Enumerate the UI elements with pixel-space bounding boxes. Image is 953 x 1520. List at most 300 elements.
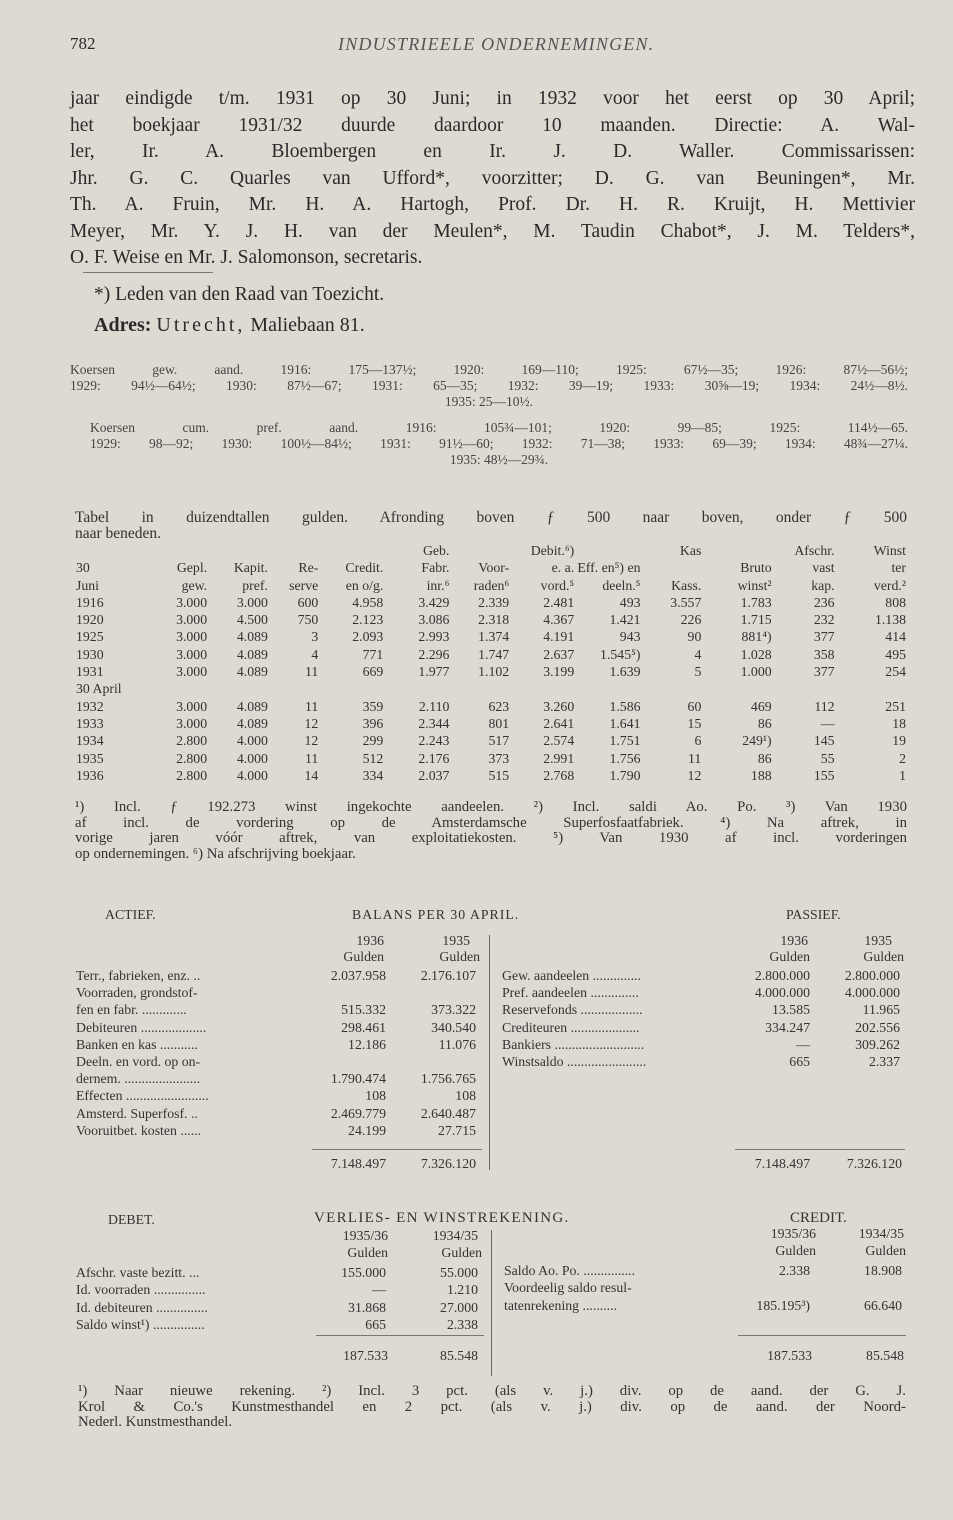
table-cell: 1.639	[609, 664, 641, 680]
balans-actief-row-value: 340.540	[431, 1019, 476, 1035]
table-cell: 623	[488, 698, 510, 714]
table-cell: 11	[305, 664, 319, 680]
vw-year: 1935/36	[342, 1228, 388, 1243]
table-cell: kap.	[811, 577, 835, 593]
intro-footnote: *) Leden van den Raad van Toezicht.	[94, 284, 385, 305]
table-cell	[318, 680, 383, 697]
table-cell: 358	[813, 646, 835, 662]
table-cell: 4.000	[236, 733, 268, 749]
balans-passief-row-value: 202.556	[855, 1019, 900, 1035]
table-cell: 1.715	[740, 612, 772, 628]
table-cell: raden⁶	[473, 577, 510, 593]
table-cell	[449, 680, 509, 697]
balans-passief-year: 1935	[864, 933, 892, 948]
tabel-kerncijfers	[76, 542, 906, 784]
vw-debet-row-label: Saldo winst¹) ...............	[76, 1316, 205, 1332]
table-cell: 1936	[76, 767, 104, 783]
table-cell: 2.637	[543, 646, 575, 662]
address-street: Maliebaan 81.	[250, 314, 365, 336]
table-cell: 2.339	[478, 594, 510, 610]
table-cell: 334	[362, 767, 384, 783]
table-cell: 1932	[76, 698, 104, 714]
table-cell: 15	[687, 715, 702, 731]
vw-unit: Gulden	[347, 1245, 388, 1260]
table-cell: 495	[885, 646, 906, 662]
table-header-row	[76, 559, 906, 576]
table-cell: 145	[813, 733, 835, 749]
table-cell	[207, 680, 268, 697]
table-cell: 3.199	[543, 664, 575, 680]
table-cell: 86	[757, 750, 772, 766]
table-cell: 12	[687, 767, 702, 783]
table-cell: Bruto	[740, 560, 772, 576]
vw-title: VERLIES- EN WINSTREKENING.	[314, 1210, 570, 1226]
address-line	[94, 312, 694, 339]
table-cell: 19	[892, 733, 906, 749]
table-cell	[76, 542, 141, 559]
intro-line: Th. A. Fruin, Mr. H. A. Hartogh, Prof. Dr. H. R. Kruijt, H. Mettivier	[70, 194, 915, 215]
balans-actief-row-label: dernem. ......................	[76, 1071, 201, 1087]
table-cell: verd.²	[873, 577, 906, 593]
balans-actief-row-value: 27.715	[438, 1122, 476, 1138]
table-cell: 5	[694, 664, 702, 680]
table-cell	[383, 680, 449, 697]
table-cell: 512	[362, 750, 384, 766]
vw-debet-row-label: Id. voorraden ...............	[76, 1282, 206, 1298]
vw-debet-row-value: 27.000	[440, 1299, 478, 1315]
table-cell: 4.500	[236, 612, 268, 628]
table-cell: 2.344	[418, 715, 450, 731]
table-header-row	[76, 542, 906, 559]
balans-passief-row-value: 4.000.000	[844, 985, 900, 1001]
table-cell: 2.243	[418, 733, 450, 749]
table-cell: 1930	[76, 646, 104, 662]
table-cell: Voor-	[478, 560, 510, 576]
balans-title: BALANS PER 30 APRIL.	[352, 907, 520, 922]
table-cell: 377	[813, 629, 835, 645]
table-cell: 1.751	[609, 733, 641, 749]
balans-unit: Gulden	[343, 949, 384, 964]
balans-actief-total: 7.148.497	[330, 1156, 386, 1171]
table-cell: 359	[362, 698, 384, 714]
table-cell: 4.089	[236, 715, 268, 731]
balans-actief-row-value: 11.076	[438, 1036, 476, 1052]
vw-debet-total: 85.548	[440, 1348, 478, 1363]
table-cell: 55	[820, 750, 835, 766]
table-cell	[141, 680, 207, 697]
intro-line: jaar eindigde t/m. 1931 op 30 Juni; in 1932 voor het eerst op 30 April;	[70, 88, 915, 109]
table-cell: Fabr.	[421, 560, 450, 576]
vw-credit-row-value: 185.195³)	[756, 1297, 810, 1313]
table-cell: Eff. en⁵) en	[577, 560, 641, 576]
table-cell: 1933	[76, 715, 104, 731]
table-cell: Debit.⁶)	[530, 543, 575, 558]
vw-debet-row-label: Id. debiteuren ...............	[76, 1299, 208, 1315]
tabel-noten: ¹) Incl. ƒ 192.273 winst ingekochte aandeelen. ²) Incl. saldi Ao. Po. ³) Van 1930 af incl. de vordering op de Amsterdamsche Superfosfaatfabriek. ⁴) Na aftrek, in vorige jaren vóór aftrek, van exploitatiekosten. ⁵) Van 1930 af incl. vorderingen op ondernemingen. ⁶) Na afschrijving boekjaar.	[75, 799, 907, 862]
table-cell: 3.000	[176, 715, 208, 731]
table-cell: 3	[311, 629, 319, 645]
balans-passief-row-label: Reservefonds ..................	[502, 1002, 643, 1018]
table-cell	[701, 680, 771, 697]
table-cell: 3.000	[176, 612, 208, 628]
balans-actief-row-value: 108	[455, 1088, 476, 1104]
table-cell: 1.790	[609, 767, 641, 783]
table-cell: 4.367	[543, 612, 575, 628]
vw-debet-row-value: 155.000	[341, 1265, 386, 1280]
balans-passief-row-value: 11.965	[862, 1002, 900, 1018]
table-cell: 1.102	[478, 664, 510, 680]
table-cell: 226	[680, 612, 702, 628]
balans-actief-row-value: 373.322	[431, 1002, 476, 1018]
table-cell: 112	[814, 698, 835, 714]
table-cell: 1.783	[740, 594, 772, 610]
table-cell	[141, 542, 207, 559]
table-cell: 3.557	[670, 594, 702, 610]
table-cell: 249¹)	[742, 733, 772, 749]
table-cell: 600	[297, 594, 319, 610]
table-cell: 1934	[76, 733, 104, 749]
table-cell: Juni	[76, 577, 99, 593]
table-cell: Kapit.	[233, 560, 268, 576]
table-row	[76, 680, 906, 697]
balans-actief-row-value: 1.790.474	[330, 1071, 386, 1087]
table-cell	[772, 680, 835, 697]
vw-debet-row-value: 665	[365, 1316, 386, 1332]
table-cell: 3.000	[176, 646, 208, 662]
intro-line: ler, Ir. A. Bloembergen en Ir. J. D. Waller. Commissarissen:	[70, 141, 915, 162]
table-cell: 4.000	[236, 750, 268, 766]
tabel-intro: Tabel in duizendtallen gulden. Afronding boven ƒ 500 naar boven, onder ƒ 500 naar beneden.	[75, 509, 907, 542]
table-cell: 1.977	[418, 664, 450, 680]
balans-actief-row-value: 2.469.779	[330, 1105, 386, 1121]
balans-actief-row-value: 1.756.765	[420, 1071, 476, 1087]
koersen-gewoon: Koersen gew. aand. 1916: 175—137½; 1920: 169—110; 1925: 67½—35; 1926: 87½—56½; 1929: 94½—64½; 1930: 87½—67; 1931: 65—35; 1932: 39—19; 1933: 30⅝—19; 1934: 24½—8½. 1935: 25—10½.	[70, 362, 908, 409]
vw-credit-row-label: Saldo Ao. Po. ...............	[504, 1263, 636, 1278]
table-cell: 2.481	[543, 594, 575, 610]
table-cell: inr.⁶	[426, 577, 450, 593]
table-cell: Kass.	[671, 577, 702, 593]
table-cell: 2.037	[418, 767, 450, 783]
balans-actief-row-label: Terr., fabrieken, enz. ..	[76, 968, 201, 983]
table-cell: vast	[812, 560, 835, 576]
table-cell: 2	[899, 750, 906, 766]
table-cell: 493	[619, 594, 641, 610]
table-cell: deeln.⁵	[602, 577, 641, 593]
table-cell: 2.993	[418, 629, 450, 645]
balans-actief-row-label: Vooruitbet. kosten ......	[76, 1122, 202, 1138]
vw-debet-total-rule	[316, 1335, 484, 1336]
vw-unit: Gulden	[775, 1243, 816, 1258]
table-cell	[318, 542, 383, 559]
vw-unit: Gulden	[441, 1245, 482, 1260]
table-cell: 3.086	[418, 612, 450, 628]
balans-actief-row-value: 24.199	[348, 1122, 386, 1138]
vw-year: 1935/36	[770, 1226, 816, 1241]
vw-credit-title: CREDIT.	[790, 1210, 847, 1226]
table-cell: 808	[885, 594, 906, 610]
vw-divider	[491, 1230, 492, 1376]
balans-passief-row-value: —	[796, 1036, 810, 1052]
table-cell: 2.296	[418, 646, 450, 662]
table-cell: 1.138	[874, 612, 906, 628]
vw-noten: ¹) Naar nieuwe rekening. ²) Incl. 3 pct. (als v. j.) div. op de aand. der G. J. Krol & Co.'s Kunstmesthandel en 2 pct. (als v. j.) div. op de aand. der Noord- Nederl. Kunstmesthandel.	[78, 1383, 906, 1430]
table-cell: 12	[304, 715, 319, 731]
balans-actief-row-value: 298.461	[341, 1019, 386, 1035]
table-cell: 3.260	[543, 698, 575, 714]
table-cell: 4.000	[236, 767, 268, 783]
balans-actief-row-label: Amsterd. Superfosf. ..	[76, 1105, 198, 1121]
balans-passief-row-value: 2.800.000	[844, 968, 900, 983]
table-cell: 18	[892, 715, 906, 731]
table-cell: Re-	[298, 560, 319, 576]
table-cell: 2.800	[176, 767, 208, 783]
table-cell: 1	[899, 767, 906, 783]
table-cell: winst²	[737, 577, 772, 593]
balans-unit: Gulden	[769, 949, 810, 964]
table-cell: 469	[750, 698, 772, 714]
table-cell: 14	[304, 767, 319, 783]
table-cell: 515	[488, 767, 510, 783]
table-cell: 2.176	[418, 750, 450, 766]
table-cell	[268, 680, 318, 697]
table-cell: 517	[488, 733, 510, 749]
balans-passief-row-value: 13.585	[772, 1002, 810, 1018]
running-title: INDUSTRIEELE ONDERNEMINGEN.	[338, 34, 655, 54]
table-cell: 801	[488, 715, 510, 731]
table-cell: 3.000	[176, 629, 208, 645]
balans-actief-row-value: 2.037.958	[330, 968, 386, 983]
vw-year: 1934/35	[858, 1226, 904, 1241]
table-cell: 414	[885, 629, 906, 645]
koersen-pref: Koersen cum. pref. aand. 1916: 105¾—101; 1920: 99—85; 1925: 114½—65. 1929: 98—92; 1930: 100½—84½; 1931: 91½—60; 1932: 71—38; 1933: 69—39; 1934: 48¾—27¼. 1935: 48½—29¾.	[90, 420, 908, 467]
table-row	[76, 628, 906, 645]
table-cell: 750	[297, 612, 319, 628]
table-cell: 1920	[76, 612, 104, 628]
table-cell	[574, 680, 640, 697]
balans-passief-total: 7.326.120	[846, 1156, 902, 1171]
table-row	[76, 750, 906, 767]
table-cell: 2.574	[543, 733, 575, 749]
balans-actief-row-label: Debiteuren ...................	[76, 1019, 207, 1035]
table-cell	[268, 542, 318, 559]
table-cell: 669	[362, 664, 384, 680]
balans-divider	[489, 935, 490, 1170]
table-cell	[641, 680, 702, 697]
table-cell: 771	[362, 646, 384, 662]
table-cell: 254	[885, 664, 906, 680]
balans-actief-year: 1935	[442, 933, 470, 948]
table-cell: 1.586	[609, 698, 641, 714]
table-cell: Kas	[679, 543, 702, 558]
table-cell: 4.191	[543, 629, 575, 645]
vw-credit-row-value: 66.640	[864, 1297, 902, 1313]
table-cell: 6	[694, 733, 702, 749]
table-cell	[641, 559, 702, 576]
vw-credit-row-value: 2.338	[778, 1263, 810, 1278]
table-row	[76, 715, 906, 732]
balans-actief-year: 1936	[356, 933, 384, 948]
vw-credit-row-value: 18.908	[864, 1263, 902, 1278]
table-cell: 2.800	[176, 750, 208, 766]
table-cell: Winst	[873, 543, 906, 558]
table-cell: 2.991	[543, 750, 575, 766]
footnote-divider	[83, 272, 213, 273]
vw-credit-row-label: Voordeelig saldo resul-	[504, 1280, 632, 1296]
vw-debet-row-value: —	[372, 1282, 386, 1298]
balans-passief-row-value: 334.247	[765, 1019, 810, 1035]
balans-actief-row-value: 2.176.107	[420, 968, 476, 983]
vw-debet-title: DEBET.	[108, 1212, 155, 1227]
balans-passief-row-value: 665	[789, 1054, 810, 1069]
table-cell	[509, 680, 574, 697]
table-cell: 86	[757, 715, 772, 731]
table-cell: 3.000	[176, 698, 208, 714]
table-cell: 1.000	[740, 664, 772, 680]
table-cell: 4.089	[236, 664, 268, 680]
balans-actief-row-label: Effecten ........................	[76, 1088, 209, 1104]
table-cell: 373	[488, 750, 510, 766]
table-cell: en o/g.	[345, 577, 384, 593]
table-cell: 155	[813, 767, 835, 783]
balans-actief-row-label: Voorraden, grondstof-	[76, 985, 198, 1001]
balans-actief-row-label: Banken en kas ...........	[76, 1036, 198, 1052]
table-cell: 4.958	[352, 594, 384, 610]
table-cell: 12	[304, 733, 319, 749]
table-cell: Credit.	[345, 560, 384, 576]
table-cell	[701, 542, 771, 559]
balans-unit: Gulden	[439, 949, 480, 964]
balans-actief-total-rule	[312, 1149, 482, 1150]
vw-year: 1934/35	[432, 1228, 478, 1243]
balans-passief-row-value: 4.000.000	[754, 985, 810, 1001]
balans-actief-row-value: 2.640.487	[420, 1105, 476, 1121]
balans-unit: Gulden	[863, 949, 904, 964]
table-cell: e. a.	[551, 560, 575, 576]
balans-passief-row-label: Gew. aandeelen ..............	[502, 968, 641, 983]
table-cell: 2.641	[543, 715, 575, 731]
table-row	[76, 732, 906, 749]
table-cell: 4.089	[236, 698, 268, 714]
table-cell: Afschr.	[794, 543, 835, 558]
address-label: Adres:	[94, 314, 152, 336]
table-row	[76, 594, 906, 611]
table-cell: 881⁴)	[741, 629, 772, 645]
table-cell: 4.089	[236, 646, 268, 662]
intro-line: Meyer, Mr. Y. J. H. van der Meulen*, M. Taudin Chabot*, J. M. Telders*,	[70, 220, 915, 242]
vw-credit-total: 187.533	[767, 1348, 812, 1363]
table-cell: 1.374	[478, 629, 510, 645]
balans-passief-row-label: Winstsaldo .......................	[502, 1054, 647, 1069]
balans-passief-title: PASSIEF.	[786, 907, 841, 922]
table-cell: 251	[885, 698, 906, 714]
table-header-row	[76, 577, 906, 594]
intro-line: het boekjaar 1931/32 duurde daardoor 10 maanden. Directie: A. Wal-	[70, 114, 915, 136]
intro-line: O. F. Weise en Mr. J. Salomonson, secretaris.	[70, 247, 423, 268]
table-cell: 3.000	[176, 664, 208, 680]
table-cell: 396	[362, 715, 384, 731]
table-cell: ter	[891, 560, 906, 576]
balans-actief-total: 7.326.120	[420, 1156, 476, 1171]
address-city: Utrecht,	[156, 314, 246, 336]
table-row	[76, 611, 906, 628]
balans-actief-row-label: fen en fabr. .............	[76, 1002, 187, 1018]
balans-actief-row-label: Deeln. en vord. op on-	[76, 1054, 201, 1069]
vw-debet-total: 187.533	[343, 1348, 388, 1363]
table-cell: pref.	[242, 577, 268, 593]
table-cell: 2.123	[352, 612, 384, 628]
table-cell: 188	[750, 767, 772, 783]
balans-actief-row-value: 12.186	[348, 1036, 386, 1052]
vw-debet-row-value: 1.210	[446, 1282, 478, 1298]
balans-passief-row-label: Pref. aandeelen ..............	[502, 985, 639, 1001]
table-cell: 30	[76, 560, 90, 576]
balans-actief-title: ACTIEF.	[105, 907, 156, 922]
balans-passief-row-value: 2.800.000	[754, 968, 810, 983]
table-cell	[835, 680, 906, 697]
vw-credit-total-rule	[738, 1335, 906, 1336]
table-row	[76, 767, 906, 784]
vw-debet-row-value: 55.000	[440, 1265, 478, 1280]
table-cell: 4	[311, 646, 319, 662]
table-cell: 236	[813, 594, 835, 610]
table-cell: 60	[687, 698, 702, 714]
balans-actief-row-value: 108	[365, 1088, 386, 1104]
table-cell: 11	[305, 698, 319, 714]
table-cell: 3.000	[236, 594, 268, 610]
table-cell: 2.110	[418, 698, 450, 714]
table-cell: 1.545⁵)	[600, 646, 641, 662]
vw-debet-row-label: Afschr. vaste bezitt. ...	[76, 1265, 200, 1280]
table-cell: —	[820, 715, 835, 731]
table-cell: 1916	[76, 594, 104, 610]
balans-passief-total: 7.148.497	[754, 1156, 810, 1171]
table-cell: 2.093	[352, 629, 384, 645]
balans-actief-row-value: 515.332	[341, 1002, 386, 1018]
vw-unit: Gulden	[865, 1243, 906, 1258]
vw-credit-row-label: tatenrekening ..........	[504, 1297, 618, 1313]
balans-passief-total-rule	[735, 1149, 905, 1150]
table-cell: 4	[694, 646, 702, 662]
table-cell: serve	[289, 577, 319, 593]
table-cell: 4.089	[236, 629, 268, 645]
table-cell: 1931	[76, 664, 104, 680]
intro-paragraph	[70, 86, 915, 272]
table-cell: 943	[619, 629, 641, 645]
page-number: 782	[70, 34, 96, 53]
table-row	[76, 698, 906, 715]
balans-passief-row-label: Crediteuren ....................	[502, 1019, 640, 1035]
vw-debet-row-value: 31.868	[348, 1299, 386, 1315]
balans-passief-row-value: 2.337	[868, 1054, 900, 1069]
table-cell: 1.421	[609, 612, 641, 628]
table-cell: Gepl.	[176, 560, 208, 576]
table-cell: 11	[688, 750, 702, 766]
table-cell: 1.028	[740, 646, 772, 662]
table-cell: 377	[813, 664, 835, 680]
table-cell: 1.756	[609, 750, 641, 766]
table-cell: 1.747	[478, 646, 510, 662]
page-header	[70, 34, 910, 58]
table-cell	[207, 542, 268, 559]
table-cell: vord.⁵	[540, 577, 575, 593]
table-cell: 2.800	[176, 733, 208, 749]
table-cell: 3.000	[176, 594, 208, 610]
table-cell: 232	[813, 612, 835, 628]
table-cell: 11	[305, 750, 319, 766]
balans-passief-row-value: 309.262	[855, 1036, 900, 1052]
table-cell: 1925	[76, 629, 104, 645]
table-cell	[574, 542, 640, 559]
